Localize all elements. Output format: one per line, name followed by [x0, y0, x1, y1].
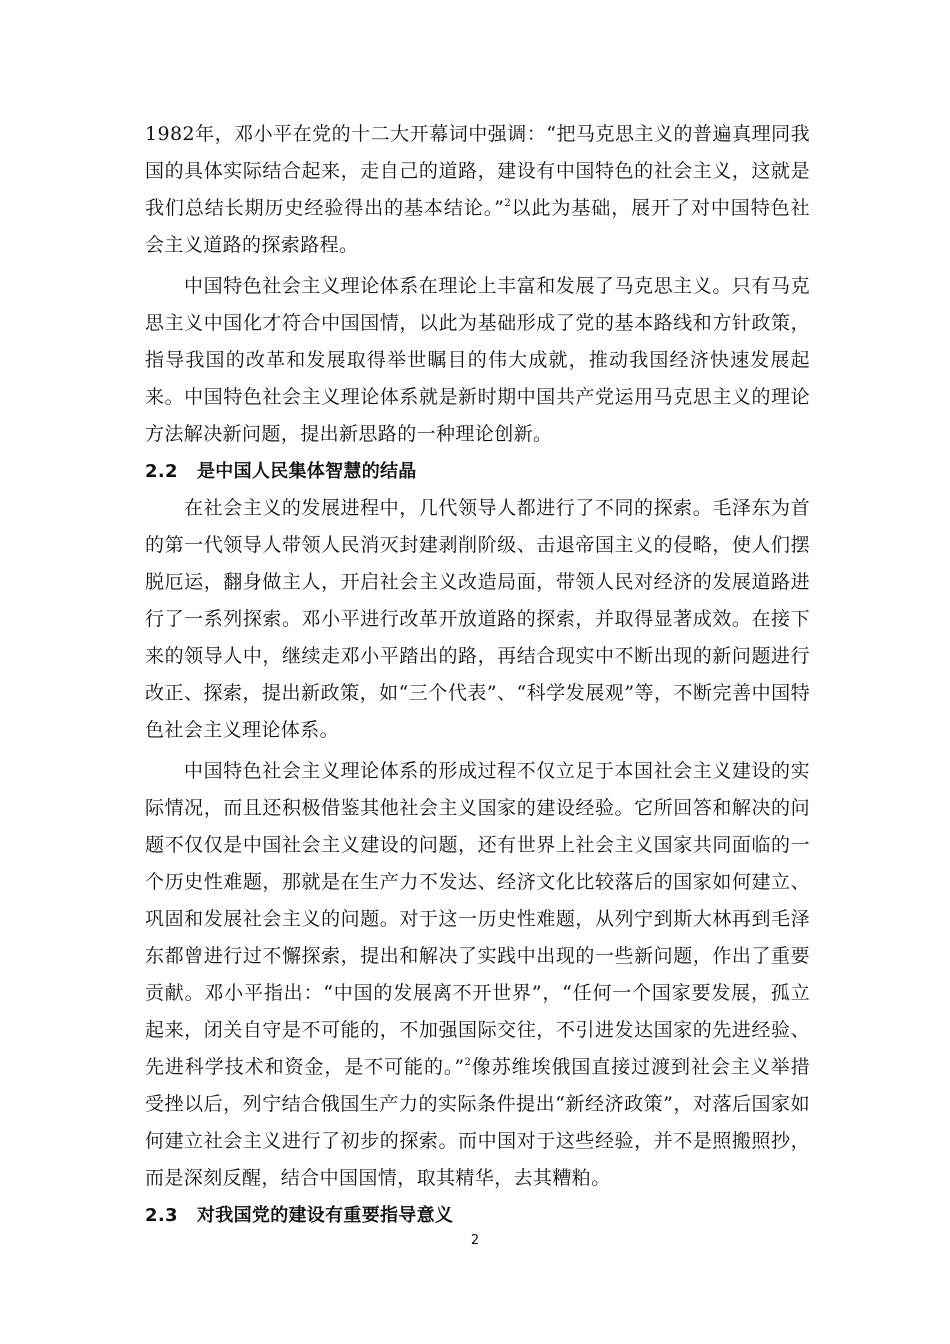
section-title: 对我国党的建设有重要指导意义 [197, 1205, 454, 1226]
section-number: 2.2 [145, 461, 178, 482]
page-body [145, 116, 810, 1234]
section-heading-2-2 [145, 453, 810, 490]
paragraph-1 [145, 116, 810, 264]
paragraph-1-text-a: 1982年，邓小平在党的十二大开幕词中强调：“把马克思主义的普遍真理同我国的具体实际结合起来，走自己的道路，建设有中国特色的社会主义，这就是我们总结长期历史经验得出的基本结论。” [145, 123, 810, 219]
paragraph-4-text-b: 像苏维埃俄国直接过渡到社会主义举措受挫以后，列宁结合俄国生产力的实际条件提出“新经济政策”，对落后国家如何建立社会主义进行了初步的探索。而中国对于这些经验，并不是照搬照抄，而是深刻反醒，结合中国国情，取其精华，去其糟粕。 [145, 1056, 811, 1189]
paragraph-2: 中国特色社会主义理论体系在理论上丰富和发展了马克思主义。只有马克思主义中国化才符合中国国情，以此为基础形成了党的基本路线和方针政策，指导我国的改革和发展取得举世瞩目的伟大成就，推动我国经济快速发展起来。中国特色社会主义理论体系就是新时期中国共产党运用马克思主义的理论方法解决新问题，提出新思路的一种理论创新。 [145, 275, 810, 445]
footnote-ref: 2 [464, 1057, 472, 1068]
paragraph-1-text-b: 以此为基础，展开了对中国特色社会主义道路的探索路程。 [145, 197, 810, 256]
footnote-ref: 2 [504, 198, 512, 209]
section-title: 是中国人民集体智慧的结晶 [197, 461, 417, 482]
paragraph-3: 在社会主义的发展进程中，几代领导人都进行了不同的探索。毛泽东为首的第一代领导人带领人民消灭封建剥削阶级、击退帝国主义的侵略，使人们摆脱厄运，翻身做主人，开启社会主义改造局面，带领人民对经济的发展道路进行了一系列探索。邓小平进行改革开放道路的探索，并取得显著成效。在接下来的领导人中，继续走邓小平踏出的路，再结合现实中不断出现的新问题进行改正、探索，提出新政策，如“三个代表”、“科学发展观”等，不断完善中国特色社会主义理论体系。 [145, 497, 810, 741]
section-number: 2.3 [145, 1205, 178, 1226]
paragraph-4-text-a: 中国特色社会主义理论体系的形成过程不仅立足于本国社会主义建设的实际情况，而且还积极借鉴其他社会主义国家的建设经验。它所回答和解决的问题不仅仅是中国社会主义建设的问题，还有世界上社会主义国家共同面临的一个历史性难题，那就是在生产力不发达、经济文化比较落后的国家如何建立、巩固和发展社会主义的问题。对于这一历史性难题，从列宁到斯大林再到毛泽东都曾进行过不懈探索，提出和解决了实践中出现的一些新问题，作出了重要贡献。邓小平指出：“中国的发展离不开世界”，“任何一个国家要发展，孤立起来，闭关自守是不可能的，不加强国际交往，不引进发达国家的先进经验、先进科学技术和资金，是不可能的。” [145, 760, 810, 1078]
paragraph-4 [145, 753, 810, 1197]
section-heading-2-3 [145, 1197, 810, 1234]
page-number: 2 [470, 1233, 480, 1248]
